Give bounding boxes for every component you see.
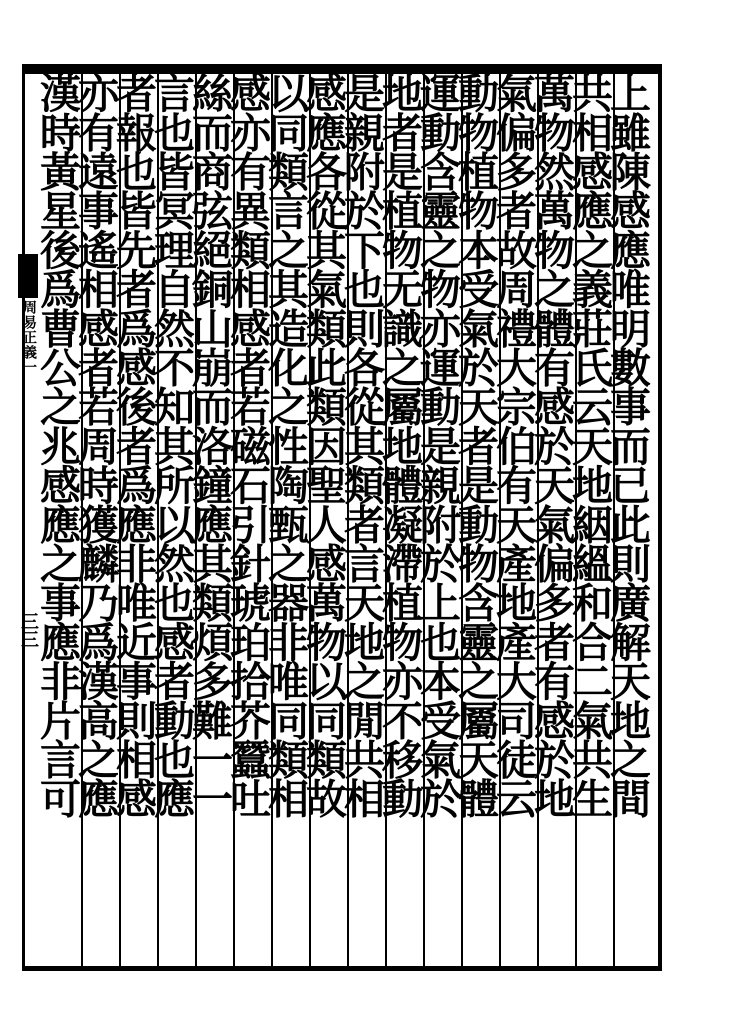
text-column-3: 萬物然萬物之體有感於天氣偏多者有感於地 (527, 72, 575, 817)
text-column-8: 是親附於下也則各從其類者言天地之閒共相 (337, 72, 385, 817)
text-column-16: 漢時黃星後爲曹公之兆感應之事應非片言可 (33, 72, 81, 817)
text-column-15: 亦有遠事遙相感者若周時獲麟乃爲漢高之應 (71, 72, 119, 817)
text-column-1: 上雖陳感應唯明數事而已此則廣解天地之間 (603, 72, 651, 817)
text-column-6: 運動含靈之物亦運動是親附於上也本受氣於 (413, 72, 461, 817)
text-column-10: 以同類言之其造化之性陶甄之器非唯同類相 (261, 72, 309, 817)
text-column-4: 氣偏多者故周禮大宗伯有天產地產大司徒云 (489, 72, 537, 817)
text-column-2: 共相感應之義莊氏云天地絪縕和合二氣共生 (565, 72, 613, 817)
frame-right-border (658, 64, 662, 971)
margin-label: 周易正義一 (21, 300, 37, 375)
text-column-13: 言也皆冥理自然不知其所以然也感者動也應 (147, 72, 195, 817)
text-column-12: 絲而商弦絕銅山崩而洛鐘應其類煩多難一一 (185, 72, 233, 817)
text-column-7: 地者是植物无識之屬地體凝滯植物亦不移動 (375, 72, 423, 817)
text-column-5: 動物植物本受氣於天者是動物含靈之屬天體 (451, 72, 499, 817)
text-column-11: 感亦有異類相感者若磁石引針琥珀拾芥蠶吐 (223, 72, 271, 817)
text-column-14: 者報也皆先者爲感後者爲應非唯近事則相感 (109, 72, 157, 817)
frame-left-border (22, 64, 25, 971)
folio-number: 三三 (18, 612, 39, 648)
frame-bottom-border (22, 966, 662, 971)
text-column-9: 感應各從其氣類此類因聖人感萬物以同類故 (299, 72, 347, 817)
